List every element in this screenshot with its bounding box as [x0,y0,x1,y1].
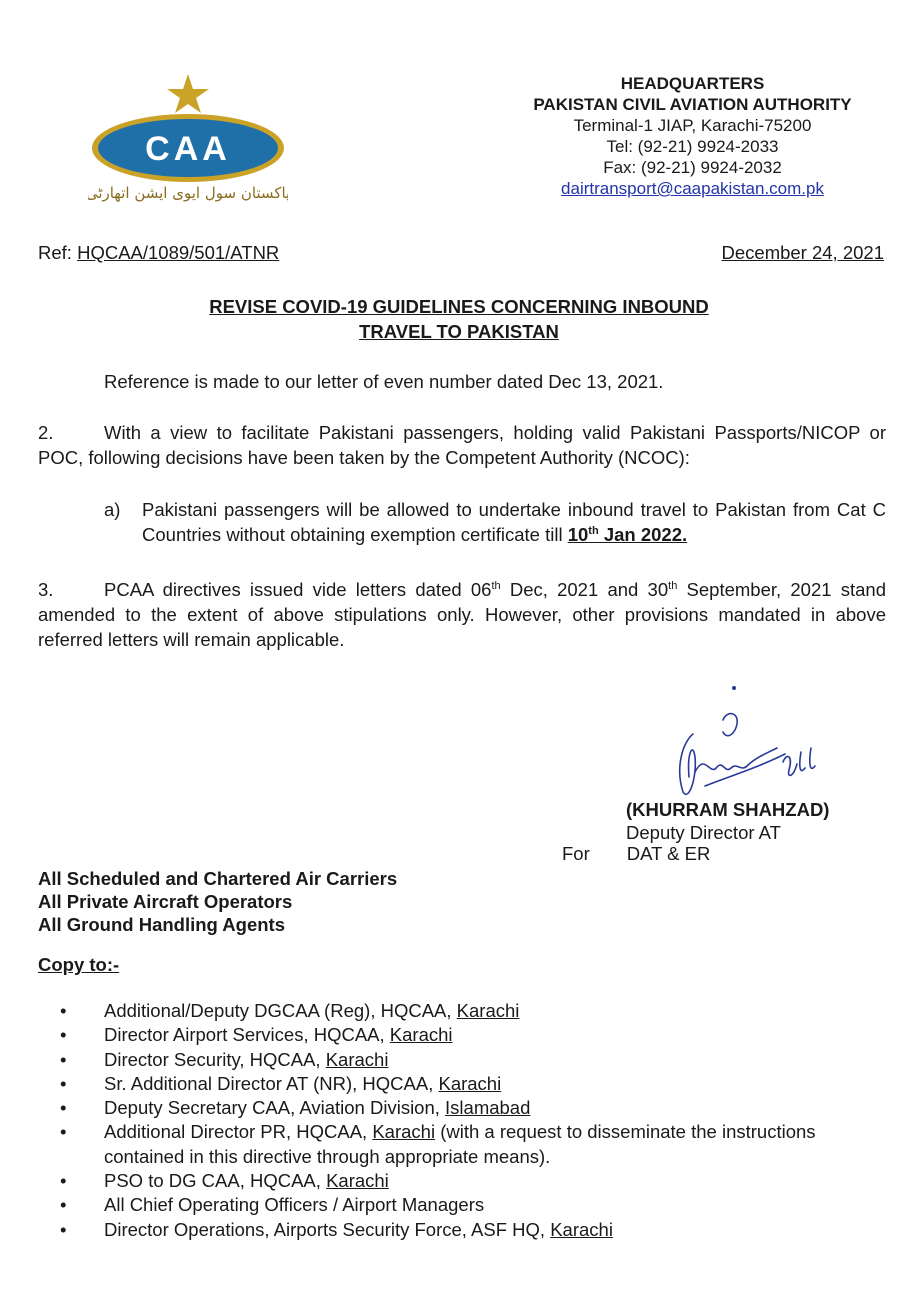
caa-logo [88,72,288,212]
paragraph-2-text: With a view to facilitate Pakistani passengers, holding valid Pakistani Passports/NICOP or POC, following decisions have been taken by the Competent Authority (NCOC): [38,422,886,468]
bullet-icon: • [60,1024,67,1046]
svg-text:پاکستان سول ایوی ایشن اتھارٹی: پاکستان سول ایوی ایشن اتھارٹی [88,184,288,202]
bullet-icon: • [60,1194,67,1216]
for-label: For [562,843,590,864]
subject-title [0,294,918,344]
bullet-icon: • [60,1000,67,1021]
bullet-icon: • [60,1170,67,1192]
bullet-icon: • [60,1048,67,1070]
addressee-item: All Private Aircraft Operators [38,891,293,912]
letterhead-org: PAKISTAN CIVIL AVIATION AUTHORITY [533,95,852,114]
copy-to-item: • Additional Director PR, HQCAA, Karachi (with a request to disseminate the instructions contained in this directive through appropriate means). [60,1121,816,1167]
addressee-item: All Ground Handling Agents [38,914,285,935]
handwritten-signature [665,682,825,812]
paragraph-3-number: 3. [38,579,54,600]
decision-item-a [104,497,886,547]
reference-line [38,242,279,264]
copy-to-item: • Deputy Secretary CAA, Aviation Division, Islamabad [38,1096,886,1120]
bullet-icon: • [60,1097,67,1119]
bullet-icon: • [60,1218,67,1240]
title-line2: TRAVEL TO PAKISTAN [359,321,559,342]
copy-to-item: • All Chief Operating Officers / Airport Managers [38,1193,886,1217]
deadline-date: 10th Jan 2022. [567,524,688,545]
letterhead [500,73,885,199]
addressee-list [38,867,397,936]
title-line1: REVISE COVID-19 GUIDELINES CONCERNING INBOUND [209,296,709,317]
copy-to-item: • Additional/Deputy DGCAA (Reg), HQCAA, Karachi [38,999,886,1023]
letter-date: December 24, 2021 [721,242,884,263]
copy-to-item: • PSO to DG CAA, HQCAA, Karachi [38,1169,886,1193]
paragraph-1 [38,369,886,394]
letterhead-line1: HEADQUARTERS [620,74,765,93]
letterhead-address: Terminal-1 JIAP, Karachi-75200 [573,116,812,135]
copy-to-item: • Sr. Additional Director AT (NR), HQCAA, Karachi [38,1072,886,1096]
copy-to-item: • Director Operations, Airports Security Force, ASF HQ, Karachi [38,1218,886,1242]
ref-number: HQCAA/1089/501/ATNR [77,242,280,263]
star-icon [167,74,209,113]
bullet-icon: • [60,1072,67,1094]
signatory-name: (KHURRAM SHAHZAD) [626,799,830,820]
paragraph-2-number: 2. [38,422,54,443]
bullet-icon: • [60,1121,67,1143]
letterhead-tel: Tel: (92-21) 9924-2033 [606,137,779,156]
signatory-designation: Deputy Director AT [626,822,781,843]
copy-to-list [38,999,886,1242]
addressee-item: All Scheduled and Chartered Air Carriers [38,868,398,889]
item-a-text: Pakistani passengers will be allowed to undertake inbound travel to Pakistan from Cat C Countries without obtaining exemption certificate till [142,499,886,545]
copy-to-item: • Director Security, HQCAA, Karachi [38,1048,886,1072]
paragraph-2 [38,420,886,470]
svg-text:CAA: CAA [145,130,231,168]
letterhead-email-link[interactable]: dairtransport@caapakistan.com.pk [561,179,824,198]
ref-label: Ref: [38,242,78,263]
signatory-block [626,798,829,844]
paragraph-3: 3. PCAA directives issued vide letters dated 06th Dec, 2021 and 30th September, 2021 stand amended to the extent of above stipulations only. However, other provisions mandated in above referred letters will remain applicable. [38,579,886,650]
letterhead-fax: Fax: (92-21) 9924-2032 [603,158,782,177]
for-office-line [562,843,710,865]
paragraph-1-text: Reference is made to our letter of even number dated Dec 13, 2021. [104,371,664,392]
office-name: DAT & ER [626,843,711,864]
item-a-label: a) [104,499,121,520]
copy-to-item: • Director Airport Services, HQCAA, Karachi [38,1023,886,1047]
copy-to-heading: Copy to:- [38,954,120,975]
